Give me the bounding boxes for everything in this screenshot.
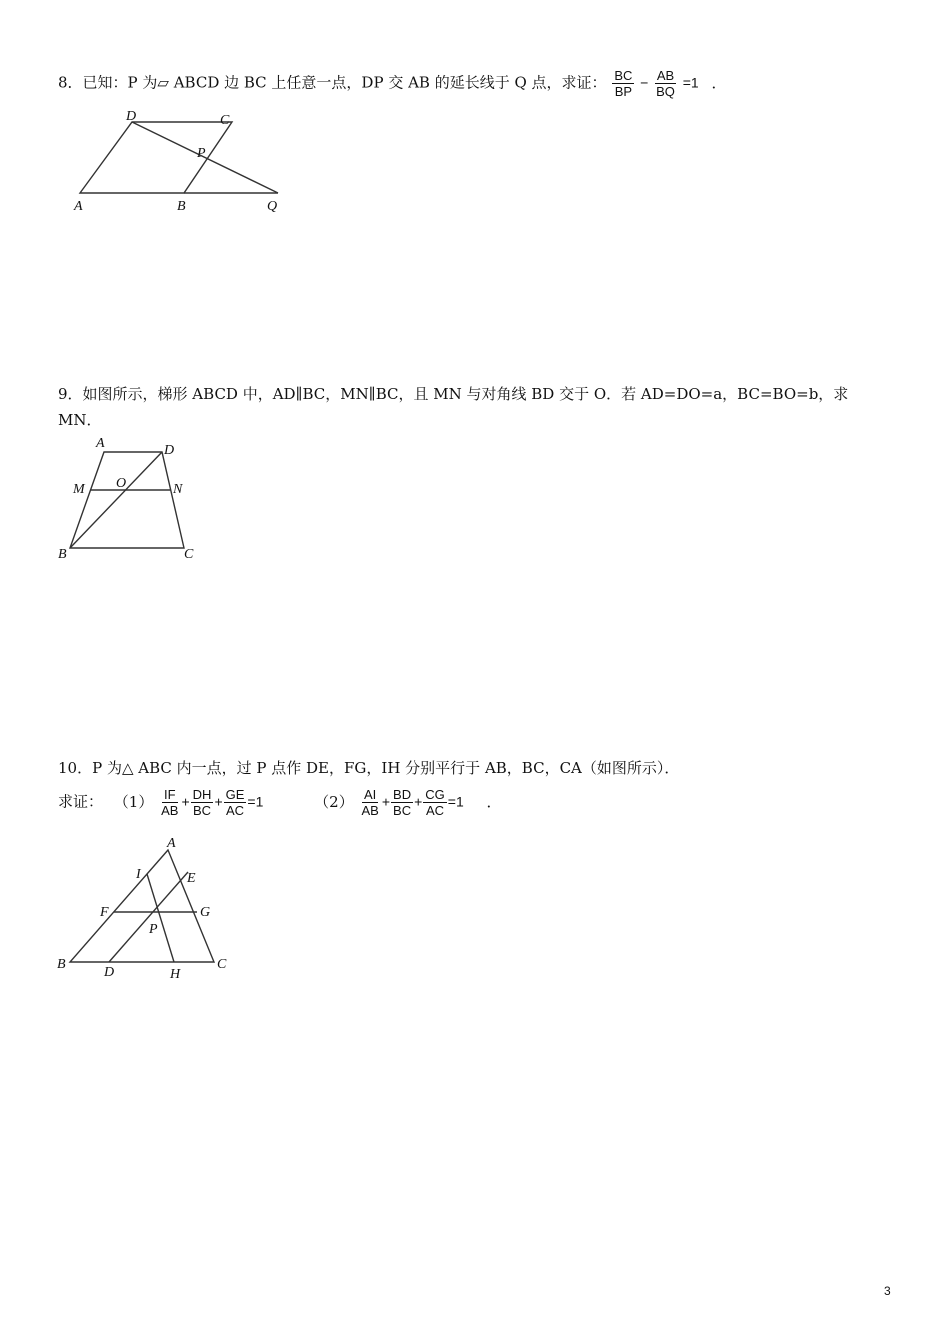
q9-label-n: N bbox=[173, 482, 183, 497]
q9-label-d: D bbox=[164, 443, 175, 458]
q10-statement-line2 bbox=[58, 787, 502, 818]
q8-frac1-num: BC bbox=[614, 68, 633, 83]
q8-parallelogram bbox=[80, 122, 232, 193]
q9-label-a: A bbox=[96, 436, 105, 451]
q8-frac1-den: BP bbox=[614, 84, 633, 99]
q10-p1-fraction-if-ab bbox=[159, 787, 180, 818]
page-number: 3 bbox=[884, 1284, 891, 1298]
q10-p1-f1-den: AB bbox=[161, 803, 179, 818]
q10-line-de bbox=[109, 872, 188, 962]
q10-statement-line1: 10．P 为△ ABC 内一点，过 P 点作 DE，FG，IH 分别平行于 AB，BC，CA（如图所示）． bbox=[58, 759, 680, 777]
q10-label-f: F bbox=[100, 905, 109, 920]
q10-label-g: G bbox=[200, 905, 211, 920]
q10-p2-plus2: + bbox=[414, 793, 423, 810]
q10-p2-f3-num: CG bbox=[425, 787, 445, 802]
q10-label-b: B bbox=[57, 957, 66, 972]
q10-p2-equals-one: =1 bbox=[447, 793, 464, 810]
q9-statement-line1: 9．如图所示，梯形 ABCD 中，AD∥BC，MN∥BC，且 MN 与对角线 BD 交于 O．若 AD=DO=a，BC=BO=b，求 bbox=[58, 385, 849, 403]
q10-p2-f2-den: BC bbox=[393, 803, 412, 818]
q10-p1-f3-den: AC bbox=[225, 803, 245, 818]
q8-end: ． bbox=[711, 73, 727, 92]
q10-p2-f3-den: AC bbox=[426, 803, 445, 818]
q8-label-a: A bbox=[74, 199, 83, 214]
q8-frac2-den: BQ bbox=[656, 84, 675, 99]
q9-figure bbox=[52, 434, 212, 564]
q8-label-p: P bbox=[197, 146, 206, 161]
q10-prefix: 求证： bbox=[58, 792, 104, 811]
q10-part1-label: （1） bbox=[113, 792, 154, 811]
q10-p2-fraction-bd-bc bbox=[391, 787, 413, 818]
q10-p1-fraction-dh-bc bbox=[191, 787, 214, 818]
q10-p1-f2-num: DH bbox=[192, 787, 212, 802]
q10-p1-plus2: + bbox=[214, 793, 223, 810]
q10-p2-fraction-ai-ab bbox=[360, 787, 381, 818]
q8-statement bbox=[58, 68, 726, 99]
q8-label-c: C bbox=[220, 113, 230, 128]
q10-label-p: P bbox=[149, 922, 158, 937]
q10-part2-label: （2） bbox=[314, 792, 354, 811]
q10-p2-fraction-cg-ac bbox=[423, 787, 447, 818]
q10-p1-f1-num: IF bbox=[164, 787, 176, 802]
q10-p1-equals-one: =1 bbox=[247, 793, 264, 810]
q10-p1-fraction-ge-ac bbox=[224, 787, 247, 818]
q10-figure bbox=[52, 832, 242, 982]
q8-figure bbox=[60, 104, 300, 218]
q9-label-m: M bbox=[73, 482, 85, 497]
q10-p2-f1-den: AB bbox=[361, 803, 379, 818]
q8-frac2-num: AB bbox=[656, 68, 675, 83]
q9-label-o: O bbox=[116, 476, 127, 491]
q10-p1-f2-den: BC bbox=[193, 803, 212, 818]
q10-label-e: E bbox=[187, 871, 196, 886]
q10-label-c: C bbox=[217, 957, 227, 972]
q10-p1-f3-num: GE bbox=[225, 787, 245, 802]
q8-minus: − bbox=[640, 74, 649, 91]
q10-p1-plus1: + bbox=[181, 793, 190, 810]
q10-label-h: H bbox=[170, 967, 181, 982]
q9-label-b: B bbox=[58, 547, 67, 562]
q8-fraction-ab-bq bbox=[654, 68, 677, 99]
q8-equals-one: =1 bbox=[682, 74, 699, 91]
q8-label-q: Q bbox=[267, 199, 278, 214]
q10-triangle-abc bbox=[70, 850, 214, 962]
q9-label-c: C bbox=[184, 547, 194, 562]
q10-p2-f1-num: AI bbox=[364, 787, 377, 802]
q9-statement-line2: MN． bbox=[58, 411, 102, 429]
q10-end: ． bbox=[486, 792, 502, 811]
q9-trapezoid bbox=[70, 452, 184, 548]
q10-label-d: D bbox=[104, 965, 115, 980]
q8-label-d: D bbox=[126, 109, 137, 124]
q8-text: 8．已知：P 为▱ ABCD 边 BC 上任意一点，DP 交 AB 的延长线于 Q 点，求证： bbox=[58, 73, 607, 92]
q10-p2-f2-num: BD bbox=[393, 787, 412, 802]
q8-label-b: B bbox=[177, 199, 186, 214]
q10-line-ih bbox=[147, 874, 174, 962]
q10-label-i: I bbox=[136, 867, 141, 882]
q9-diagonal-bd bbox=[70, 452, 162, 548]
q8-fraction-bc-bp bbox=[612, 68, 634, 99]
q10-label-a: A bbox=[167, 836, 176, 851]
q10-p2-plus1: + bbox=[381, 793, 391, 810]
